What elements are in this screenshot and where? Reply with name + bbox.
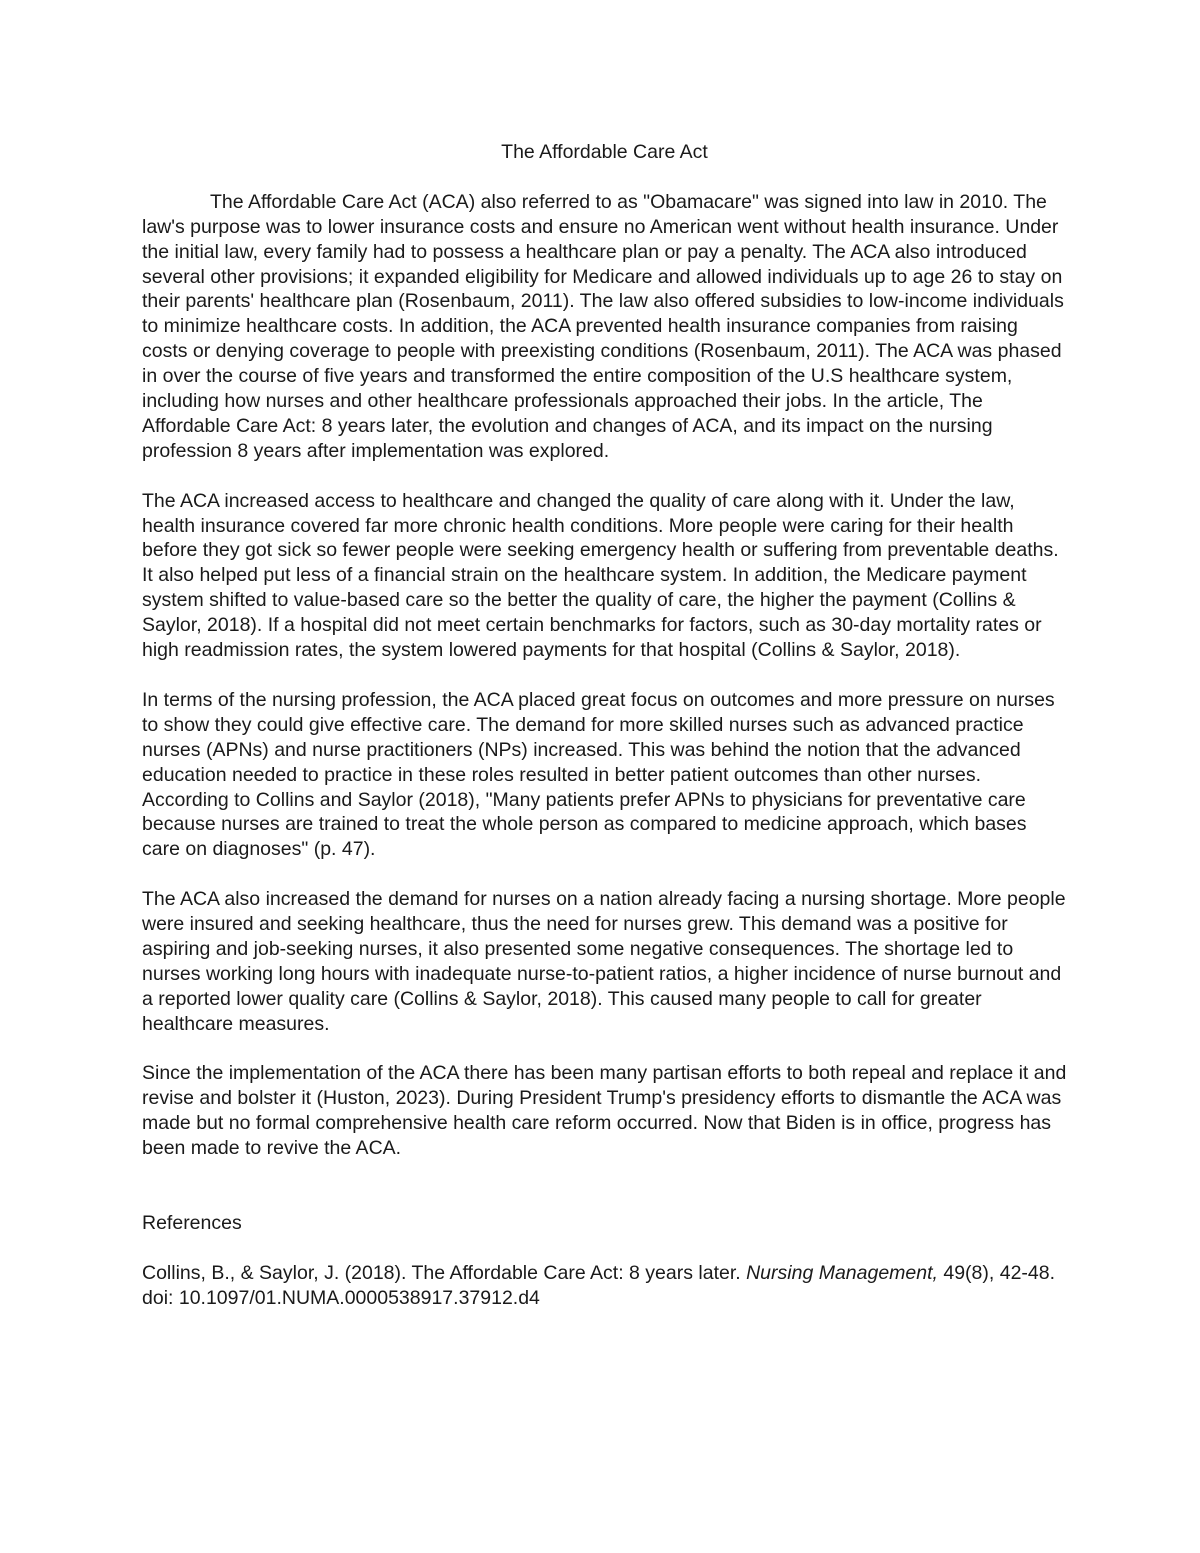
- paragraph-access-quality: The ACA increased access to healthcare and changed the quality of care along with it. Under the law, health insurance covered far more chronic health conditions. More people were caring for their health before they got sick so fewer people were seeking emergency health or suffering from preventable deaths. It also helped put less of a financial strain on the healthcare system. In addition, the Medicare payment system shifted to value-based care so the better the quality of care, the higher the payment (Collins & Saylor, 2018). If a hospital did not meet certain benchmarks for factors, such as 30-day mortality rates or high readmission rates, the system lowered payments for that hospital (Collins & Saylor, 2018).: [142, 489, 1059, 662]
- document-title: The Affordable Care Act: [501, 141, 708, 163]
- paragraph-nursing-shortage: The ACA also increased the demand for nurses on a nation already facing a nursing shortage. More people were insured and seeking healthcare, thus the need for nurses grew. This demand was a positive for aspiring and job-seeking nurses, it also presented some negative consequences. The shortage led to nurses working long hours with inadequate nurse-to-patient ratios, a higher incidence of nurse burnout and a reported lower quality care (Collins & Saylor, 2018). This caused many people to call for greater healthcare measures.: [142, 888, 1066, 1035]
- reference-journal-title: Nursing Management,: [746, 1261, 938, 1284]
- paragraph-nursing-profession: In terms of the nursing profession, the ACA placed great focus on outcomes and more pressure on nurses to show they could give effective care. The demand for more skilled nurses such as advanced practice nurses (APNs) and nurse practitioners (NPs) increased. This was behind the notion that the advanced education needed to practice in these roles resulted in better patient outcomes than other nurses. According to Collins and Saylor (2018), "Many patients prefer APNs to physicians for preventative care because nurses are trained to treat the whole person as compared to medicine approach, which bases care on diagnoses" (p. 47).: [142, 688, 1055, 861]
- reference-volume-doi: 49(8), 42-48. doi: 10.1097/01.NUMA.0000538917.37912.d4: [142, 1261, 1056, 1309]
- paragraph-repeal-efforts: Since the implementation of the ACA there has been many partisan efforts to both repeal and replace it and revise and bolster it (Huston, 2023). During President Trump's presidency efforts to dismantle the ACA was made but no formal comprehensive health care reform occurred. Now that Biden is in office, progress has been made to revive the ACA.: [142, 1062, 1067, 1160]
- paragraph-introduction: The Affordable Care Act (ACA) also referred to as "Obamacare" was signed into law in 2010. The law's purpose was to lower insurance costs and ensure no American went without health insurance. Under the initial law, every family had to possess a healthcare plan or pay a penalty. The ACA also introduced several other provisions; it expanded eligibility for Medicare and allowed individuals up to age 26 to stay on their parents' healthcare plan (Rosenbaum, 2011). The law also offered subsidies to low-income individuals to minimize healthcare costs. In addition, the ACA prevented health insurance companies from raising costs or denying coverage to people with preexisting conditions (Rosenbaum, 2011). The ACA was phased in over the course of five years and transformed the entire composition of the U.S healthcare system, including how nurses and other healthcare professionals approached their jobs. In the article, The Affordable Care Act: 8 years later, the evolution and changes of ACA, and its impact on the nursing profession 8 years after implementation was explored.: [142, 190, 1064, 462]
- references-heading: References: [142, 1211, 242, 1234]
- document-body: [142, 140, 1067, 1310]
- reference-citation-text: Collins, B., & Saylor, J. (2018). The Affordable Care Act: 8 years later.: [142, 1261, 747, 1284]
- reference-entry: [142, 1261, 1067, 1311]
